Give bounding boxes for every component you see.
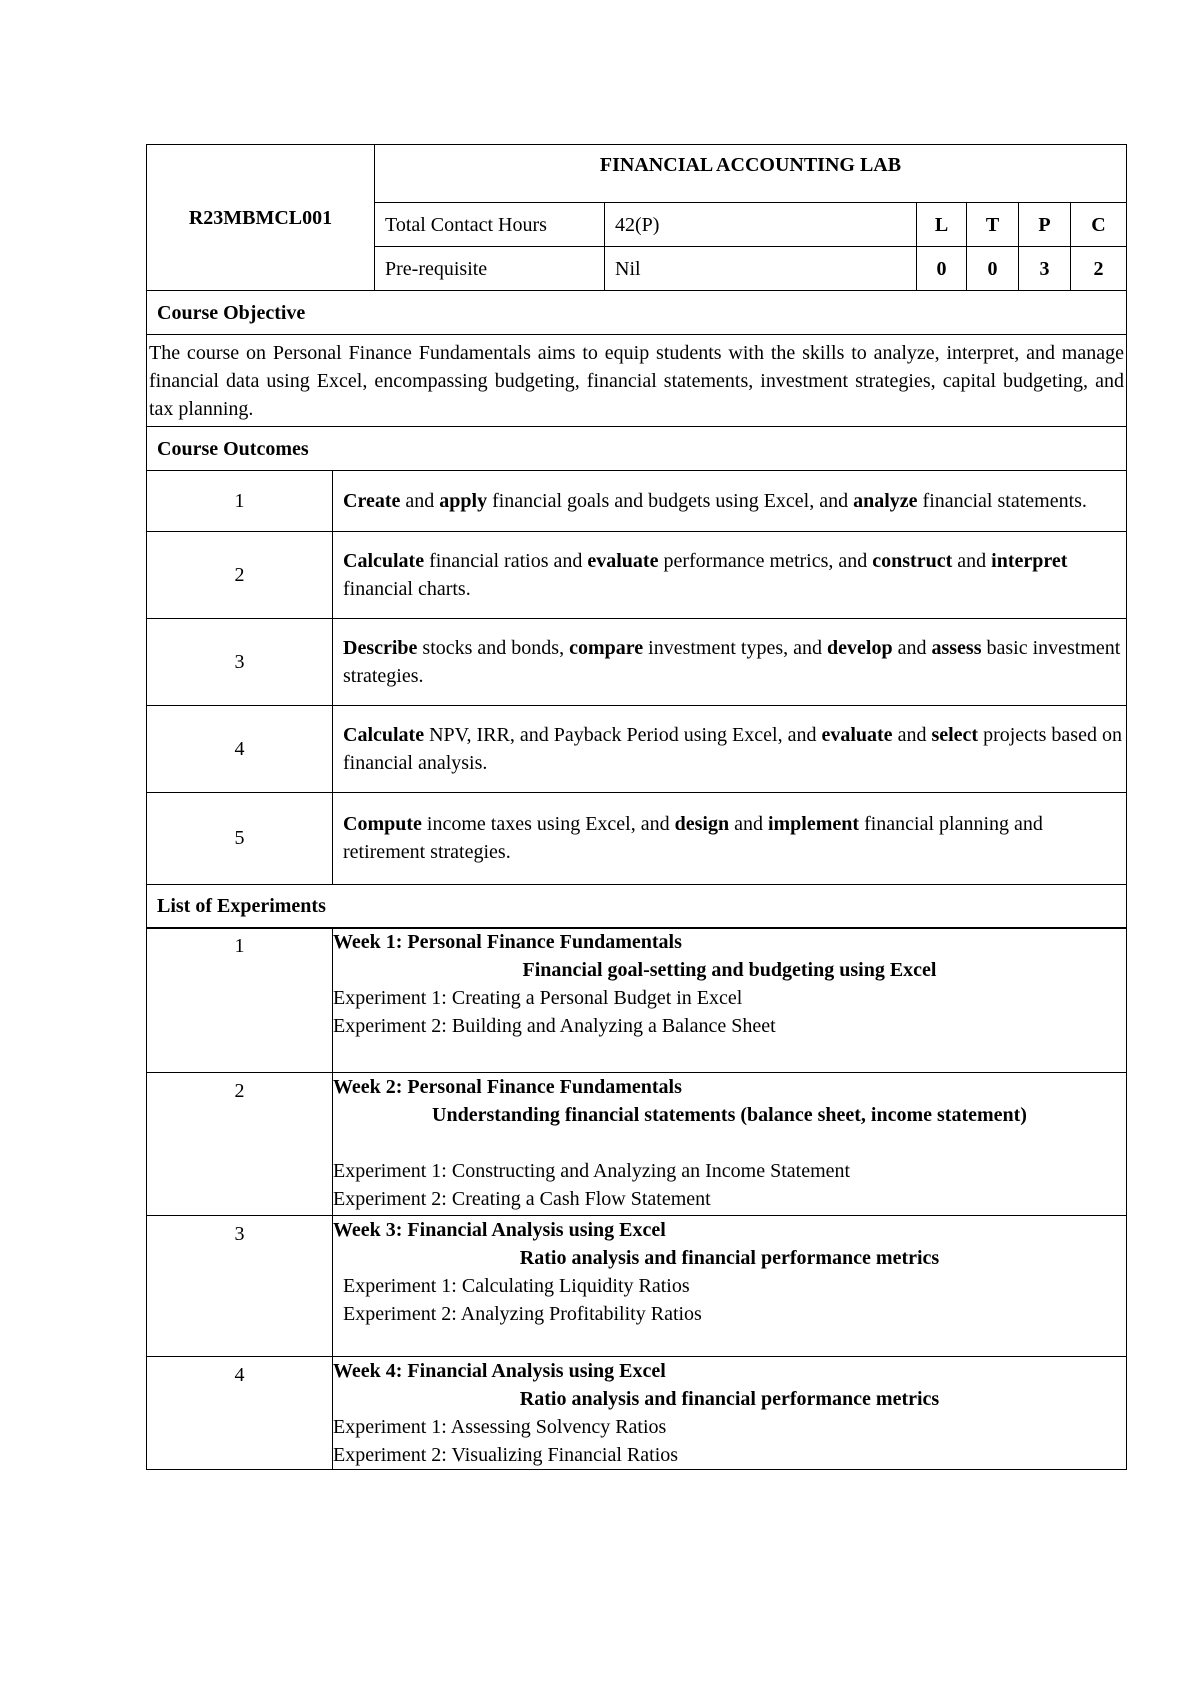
total-contact-hours-label: Total Contact Hours <box>375 203 605 247</box>
experiments-heading: List of Experiments <box>147 884 1127 928</box>
outcome-row <box>147 470 1127 531</box>
syllabus-page <box>146 144 1126 1470</box>
ltpc-label-t: T <box>967 203 1019 247</box>
experiment-2: Experiment 2: Creating a Cash Flow Statement <box>333 1188 711 1210</box>
week-title: Week 1: Personal Finance Fundamentals <box>333 931 682 953</box>
outcome-text: Compute income taxes using Excel, and design and implement financial planning and retirement strategies. <box>333 792 1127 884</box>
experiment-2: Experiment 2: Visualizing Financial Ratios <box>333 1444 679 1466</box>
outcome-number: 3 <box>147 618 333 705</box>
week-row <box>147 928 1127 1073</box>
ltpc-label-l: L <box>917 203 967 247</box>
week-subtitle: Financial goal-setting and budgeting using Excel <box>522 959 937 981</box>
prerequisite-label: Pre-requisite <box>375 247 605 291</box>
experiment-1: Experiment 1: Constructing and Analyzing an Income Statement <box>333 1160 851 1182</box>
ltpc-value-c: 2 <box>1071 247 1127 291</box>
experiment-2: Experiment 2: Building and Analyzing a Balance Sheet <box>333 1015 776 1037</box>
outcome-text: Create and apply financial goals and budgets using Excel, and analyze financial statements. <box>333 470 1127 531</box>
week-row <box>147 1357 1127 1470</box>
outcome-row <box>147 618 1127 705</box>
ltpc-value-l: 0 <box>917 247 967 291</box>
ltpc-value-p: 3 <box>1019 247 1071 291</box>
experiment-2: Experiment 2: Analyzing Profitability Ratios <box>343 1303 702 1325</box>
course-title: FINANCIAL ACCOUNTING LAB <box>375 145 1127 203</box>
experiment-1: Experiment 1: Creating a Personal Budget in Excel <box>333 987 743 1009</box>
week-content <box>333 1073 1127 1216</box>
course-outcomes-heading: Course Outcomes <box>147 427 1127 471</box>
prerequisite-value: Nil <box>605 247 917 291</box>
week-number: 2 <box>147 1073 333 1216</box>
course-outcomes-table <box>146 470 1127 929</box>
week-subtitle: Ratio analysis and financial performance metrics <box>519 1388 940 1410</box>
outcome-number: 5 <box>147 792 333 884</box>
week-number: 3 <box>147 1216 333 1357</box>
ltpc-label-c: C <box>1071 203 1127 247</box>
outcome-number: 1 <box>147 470 333 531</box>
week-content <box>333 928 1127 1073</box>
week-number: 4 <box>147 1357 333 1470</box>
week-title: Week 2: Personal Finance Fundamentals <box>333 1076 682 1098</box>
course-code: R23MBMCL001 <box>147 145 375 291</box>
outcome-row <box>147 705 1127 792</box>
outcome-number: 2 <box>147 531 333 618</box>
outcome-text: Calculate financial ratios and evaluate performance metrics, and construct and interpret financial charts. <box>333 531 1127 618</box>
course-objective-text: The course on Personal Finance Fundamentals aims to equip students with the skills to analyze, interpret, and manage financial data using Excel, encompassing budgeting, financial statements, investment strategies, capital budgeting, and tax planning. <box>147 335 1127 427</box>
experiments-table <box>146 927 1127 1470</box>
total-contact-hours-value: 42(P) <box>605 203 917 247</box>
ltpc-value-t: 0 <box>967 247 1019 291</box>
outcome-number: 4 <box>147 705 333 792</box>
week-subtitle: Understanding financial statements (balance sheet, income statement) <box>432 1104 1027 1126</box>
outcome-row <box>147 531 1127 618</box>
experiment-1: Experiment 1: Calculating Liquidity Ratios <box>343 1275 690 1297</box>
spacer <box>333 1129 1126 1157</box>
week-content <box>333 1216 1127 1357</box>
course-objective-heading: Course Objective <box>147 291 1127 335</box>
week-row <box>147 1073 1127 1216</box>
course-header-table <box>146 144 1127 471</box>
experiment-1: Experiment 1: Assessing Solvency Ratios <box>333 1416 667 1438</box>
outcome-text: Calculate NPV, IRR, and Payback Period using Excel, and evaluate and select projects based on financial analysis. <box>333 705 1127 792</box>
ltpc-label-p: P <box>1019 203 1071 247</box>
week-subtitle: Ratio analysis and financial performance metrics <box>519 1247 940 1269</box>
week-title: Week 3: Financial Analysis using Excel <box>333 1219 666 1241</box>
week-number: 1 <box>147 928 333 1073</box>
outcome-row <box>147 792 1127 884</box>
outcome-text: Describe stocks and bonds, compare investment types, and develop and assess basic investment strategies. <box>333 618 1127 705</box>
week-row <box>147 1216 1127 1357</box>
week-title: Week 4: Financial Analysis using Excel <box>333 1360 666 1382</box>
week-content <box>333 1357 1127 1470</box>
